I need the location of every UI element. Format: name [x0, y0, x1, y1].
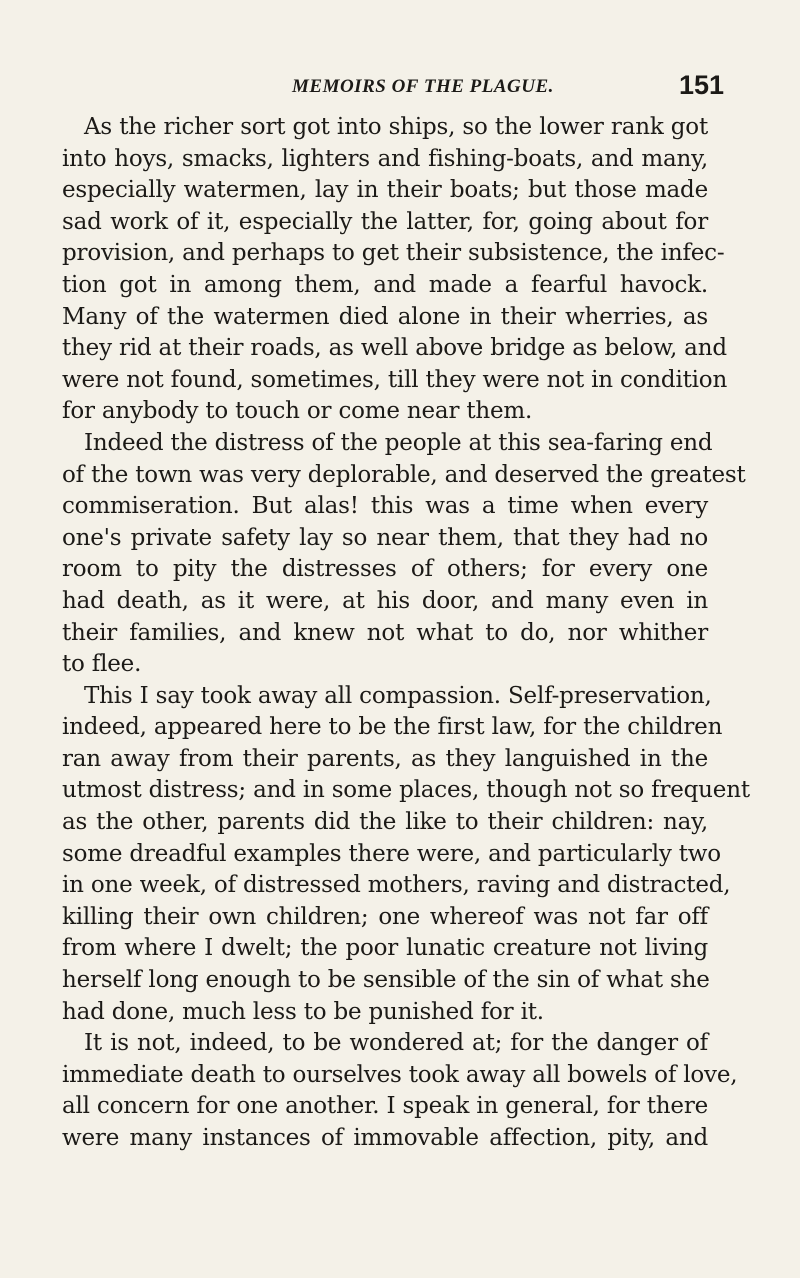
text-line: This I say took away all compassion. Self-preservation, [84, 682, 712, 709]
text-line: were many instances of immovable affection, pity, and [62, 1125, 708, 1151]
text-line: commiseration. But alas! this was a time when every [62, 493, 708, 520]
text-line: from where I dwelt; the poor lunatic creature not living [62, 935, 708, 962]
text-line: had death, as it were, at his door, and many even in [62, 587, 708, 614]
text-line: their families, and knew not what to do, nor whither [62, 619, 708, 646]
text-line: herself long enough to be sensible of the sin of what she [62, 967, 710, 994]
text-line: provision, and perhaps to get their subsistence, the infec- [62, 240, 725, 267]
page-number: 151 [678, 70, 724, 100]
text-line: It is not, indeed, to be wondered at; for the danger of [84, 1030, 708, 1057]
text-line: As the richer sort got into ships, so the lower rank got [84, 114, 708, 140]
text-line: Many of the watermen died alone in their wherries, as [62, 303, 708, 330]
text-line: some dreadful examples there were, and particularly two [62, 840, 721, 867]
text-line: into hoys, smacks, lighters and fishing-boats, and many, [62, 145, 708, 172]
text-line: had done, much less to be punished for it. [62, 998, 544, 1025]
text-line: especially watermen, lay in their boats; but those made [62, 177, 708, 204]
text-line: all concern for one another. I speak in general, for there [62, 1093, 709, 1120]
text-line: utmost distress; and in some places, though not so frequent [62, 777, 750, 804]
text-line: tion got in among them, and made a fearful havock. [62, 271, 708, 298]
text-line: of the town was very deplorable, and deserved the greatest [62, 461, 746, 488]
text-line: in one week, of distressed mothers, raving and distracted, [62, 872, 731, 899]
text-line: killing their own children; one whereof was not far off [62, 903, 708, 930]
text-line: they rid at their roads, as well above bridge as below, and [62, 335, 727, 362]
body-text [62, 112, 750, 1155]
text-line: were not found, sometimes, till they were not in condition [62, 366, 728, 393]
text-line: immediate death to ourselves took away all bowels of love, [62, 1061, 738, 1088]
running-head-title: MEMOIRS OF THE PLAGUE. [292, 76, 554, 97]
text-line: room to pity the distresses of others; for every one [62, 556, 708, 583]
text-line: one's private safety lay so near them, that they had no [62, 524, 708, 551]
text-line: to flee. [62, 651, 142, 678]
text-line: ran away from their parents, as they languished in the [62, 745, 708, 772]
text-line: indeed, appeared here to be the first law, for the children [62, 714, 723, 741]
text-line: as the other, parents did the like to their children: nay, [62, 809, 708, 836]
running-head [62, 62, 738, 102]
text-line: for anybody to touch or come near them. [62, 398, 533, 425]
text-line: Indeed the distress of the people at this sea-faring end [84, 429, 713, 456]
text-line: sad work of it, especially the latter, for, going about for [62, 208, 708, 235]
